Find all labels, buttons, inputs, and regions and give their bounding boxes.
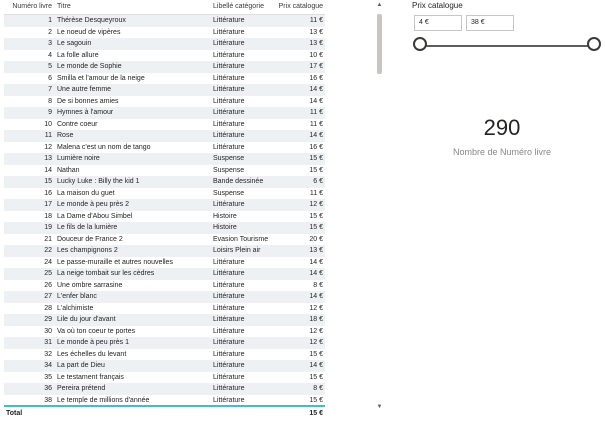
cell-num: 34 [44, 362, 52, 369]
cell-title: Malena c'est un nom de tango [57, 143, 151, 151]
slicer-title: Prix catalogue [412, 1, 463, 10]
cell-num: 22 [44, 247, 52, 254]
cell-category: Littérature [213, 143, 245, 151]
cell-num: 5 [48, 63, 52, 70]
table-row[interactable] [4, 280, 325, 292]
cell-price: 14 € [309, 362, 323, 369]
total-price: 15 € [309, 410, 323, 417]
cell-num: 18 [44, 212, 52, 220]
slicer-max-input[interactable]: 38 € [466, 15, 514, 31]
table-row[interactable] [4, 314, 325, 326]
card-value: 290 [483, 115, 521, 140]
cell-num: 27 [44, 293, 52, 300]
cell-category: Littérature [213, 28, 245, 36]
cell-num: 32 [44, 350, 52, 358]
cell-price: 13 € [309, 40, 323, 47]
cell-price: 10 € [309, 51, 323, 59]
cell-category: Littérature [213, 350, 245, 358]
slicer-min-input[interactable]: 4 € [414, 15, 462, 31]
cell-title: Une ombre sarrasine [57, 281, 123, 289]
table-row[interactable] [4, 245, 325, 257]
cell-num: 4 [48, 51, 52, 59]
cell-price: 14 € [309, 293, 323, 300]
cell-category: Bande dessinée [213, 178, 264, 185]
cell-price: 12 € [309, 339, 323, 346]
cell-category: Littérature [213, 327, 245, 335]
chevron-down-icon[interactable]: ▼ [376, 404, 383, 410]
table-row[interactable] [4, 38, 325, 50]
cell-num: 17 [44, 201, 52, 208]
table-row[interactable] [4, 188, 325, 200]
table-row[interactable] [4, 107, 325, 119]
cell-title: Les échelles du levant [57, 350, 127, 358]
table-row[interactable] [4, 84, 325, 96]
cell-title: Le testament français [57, 373, 124, 381]
cell-num: 3 [48, 40, 52, 47]
table-total-row [4, 405, 325, 421]
cell-price: 11 € [309, 120, 323, 128]
table-header [4, 0, 325, 15]
cell-price: 13 € [309, 247, 323, 254]
cell-title: Hymnes à l'amour [57, 109, 114, 116]
cell-category: Littérature [213, 373, 245, 381]
cell-title: Douceur de France 2 [57, 235, 123, 243]
table-row[interactable] [4, 50, 325, 62]
cell-category: Littérature [213, 316, 245, 323]
column-header-num[interactable]: Numéro livre [12, 3, 52, 10]
cell-price: 15 € [309, 212, 323, 220]
table-row[interactable] [4, 349, 325, 361]
cell-num: 8 [48, 97, 52, 105]
total-label: Total [6, 410, 23, 417]
table-row[interactable] [4, 61, 325, 73]
cell-title: La neige tombait sur les cèdres [57, 270, 155, 277]
table-row[interactable] [4, 73, 325, 85]
cell-title: Le noeud de vipères [57, 28, 121, 36]
cell-price: 6 € [313, 178, 323, 185]
cell-price: 17 € [309, 63, 323, 70]
cell-title: Le monde à peu près 2 [57, 201, 129, 208]
cell-num: 7 [48, 86, 52, 93]
cell-price: 12 € [309, 304, 323, 312]
cell-price: 15 € [309, 350, 323, 358]
table-row[interactable] [4, 326, 325, 338]
cell-price: 14 € [309, 270, 323, 277]
cell-category: Littérature [213, 293, 245, 300]
cell-num: 29 [44, 316, 52, 323]
cell-title: La folle allure [57, 51, 99, 59]
card-label: Nombre de Numéro livre [452, 147, 552, 157]
cell-title: Lile du jour d'avant [57, 316, 116, 323]
cell-category: Littérature [213, 258, 245, 266]
table-row[interactable] [4, 15, 325, 27]
cell-price: 16 € [309, 143, 323, 151]
cell-category: Littérature [213, 270, 245, 277]
cell-price: 11 € [309, 189, 323, 197]
cell-title: Va où ton coeur te portes [57, 327, 136, 335]
cell-num: 24 [44, 258, 52, 266]
cell-title: Le passe-muraille et autres nouvelles [57, 258, 173, 266]
cell-title: Contre coeur [57, 120, 98, 128]
cell-category: Histoire [213, 212, 237, 220]
cell-title: Le monde à peu près 1 [57, 339, 129, 346]
cell-num: 16 [44, 189, 52, 197]
table-row[interactable] [4, 176, 325, 188]
cell-price: 8 € [313, 281, 323, 289]
cell-title: Le monde de Sophie [57, 63, 122, 70]
cell-num: 15 [44, 178, 52, 185]
table-row[interactable] [4, 234, 325, 246]
table-row[interactable] [4, 383, 325, 395]
cell-num: 19 [44, 224, 52, 231]
cell-category: Littérature [213, 86, 245, 93]
table-row[interactable] [4, 337, 325, 349]
table-row[interactable] [4, 372, 325, 384]
cell-title: La Dame d'Abou Simbel [57, 212, 133, 220]
table-scrollbar[interactable] [375, 0, 384, 412]
cell-num: 6 [48, 74, 52, 82]
cell-category: Littérature [213, 396, 245, 404]
table-row[interactable] [4, 268, 325, 280]
cell-title: Pereira prétend [57, 385, 106, 392]
cell-num: 36 [44, 385, 52, 392]
table-row[interactable] [4, 222, 325, 234]
cell-title: Les champignons 2 [57, 247, 118, 254]
slider-track[interactable] [420, 45, 595, 47]
cell-title: La maison du guet [57, 189, 115, 197]
cell-price: 8 € [313, 385, 323, 392]
cell-title: Une autre femme [57, 86, 112, 93]
table-row[interactable] [4, 142, 325, 154]
cell-num: 10 [44, 120, 52, 128]
cell-title: Le sagouin [57, 40, 92, 47]
cell-category: Suspense [213, 155, 245, 162]
column-header-category[interactable]: Libellé catégorie [213, 3, 264, 10]
cell-category: Suspense [213, 189, 245, 197]
cell-category: Loisirs Plein air [213, 247, 261, 254]
cell-title: De si bonnes amies [57, 97, 119, 105]
slider-handle-min[interactable] [413, 37, 427, 51]
cell-title: Lumière noire [57, 155, 100, 162]
cell-category: Littérature [213, 97, 245, 105]
cell-price: 12 € [309, 327, 323, 335]
table-row[interactable] [4, 96, 325, 108]
cell-num: 13 [44, 155, 52, 162]
cell-num: 31 [44, 339, 52, 346]
cell-title: Thérèse Desqueyroux [57, 17, 126, 24]
cell-price: 14 € [309, 258, 323, 266]
cell-category: Littérature [213, 281, 245, 289]
table-row[interactable] [4, 303, 325, 315]
cell-num: 28 [44, 304, 52, 312]
cell-title: L'alchimiste [57, 304, 94, 312]
cell-price: 15 € [309, 224, 323, 231]
cell-num: 21 [44, 235, 52, 243]
slider-handle-max[interactable] [587, 37, 601, 51]
cell-title: Nathan [57, 166, 80, 174]
cell-category: Evasion Tourisme [213, 235, 269, 243]
cell-price: 15 € [309, 396, 323, 404]
cell-title: La part de Dieu [57, 362, 105, 369]
table-row[interactable] [4, 291, 325, 303]
cell-title: Lucky Luke : Billy the kid 1 [57, 178, 140, 185]
cell-price: 14 € [309, 132, 323, 139]
cell-category: Littérature [213, 304, 245, 312]
cell-category: Histoire [213, 224, 237, 231]
cell-category: Littérature [213, 132, 245, 139]
cell-category: Littérature [213, 362, 245, 369]
column-header-price[interactable]: Prix catalogue [278, 3, 323, 10]
table-row[interactable] [4, 211, 325, 223]
cell-num: 26 [44, 281, 52, 289]
table-row[interactable] [4, 153, 325, 165]
cell-category: Littérature [213, 120, 245, 128]
cell-title: Rose [57, 132, 74, 139]
cell-title: Le fils de la lumière [57, 224, 118, 231]
cell-num: 14 [44, 166, 52, 174]
cell-num: 25 [44, 270, 52, 277]
cell-category: Littérature [213, 17, 245, 24]
chevron-up-icon[interactable]: ▲ [376, 2, 383, 8]
cell-category: Littérature [213, 339, 245, 346]
table-row[interactable] [4, 199, 325, 211]
column-header-title[interactable]: Titre [57, 3, 71, 10]
cell-category: Littérature [213, 74, 245, 82]
cell-price: 20 € [309, 235, 323, 243]
cell-num: 2 [48, 28, 52, 36]
cell-title: L'enfer blanc [57, 293, 97, 300]
cell-category: Littérature [213, 201, 245, 208]
cell-title: Le temple de millions d'année [57, 396, 150, 404]
cell-category: Suspense [213, 166, 245, 174]
count-card [412, 110, 592, 170]
table-row[interactable] [4, 395, 325, 405]
cell-price: 15 € [309, 166, 323, 174]
cell-title: Smilla et l'amour de la neige [57, 74, 145, 82]
table-row[interactable] [4, 119, 325, 131]
table-row[interactable] [4, 165, 325, 177]
cell-price: 18 € [309, 316, 323, 323]
cell-price: 12 € [309, 201, 323, 208]
cell-category: Littérature [213, 40, 245, 47]
cell-category: Littérature [213, 63, 245, 70]
table-row[interactable] [4, 257, 325, 269]
table-row[interactable] [4, 360, 325, 372]
cell-price: 15 € [309, 155, 323, 162]
cell-num: 9 [48, 109, 52, 116]
scrollbar-thumb[interactable] [377, 14, 382, 74]
price-slicer [412, 0, 602, 60]
cell-num: 35 [44, 373, 52, 381]
cell-price: 14 € [309, 86, 323, 93]
cell-price: 11 € [309, 17, 323, 24]
cell-category: Littérature [213, 385, 245, 392]
cell-price: 16 € [309, 74, 323, 82]
cell-num: 12 [44, 143, 52, 151]
cell-price: 11 € [309, 109, 323, 116]
table-body[interactable] [4, 15, 325, 404]
cell-category: Littérature [213, 51, 245, 59]
cell-num: 30 [44, 327, 52, 335]
table-row[interactable] [4, 130, 325, 142]
cell-num: 1 [48, 17, 52, 24]
cell-price: 14 € [309, 97, 323, 105]
cell-price: 13 € [309, 28, 323, 36]
cell-num: 38 [44, 396, 52, 404]
cell-price: 15 € [309, 373, 323, 381]
cell-num: 11 [44, 132, 52, 139]
table-row[interactable] [4, 27, 325, 39]
cell-category: Littérature [213, 109, 245, 116]
